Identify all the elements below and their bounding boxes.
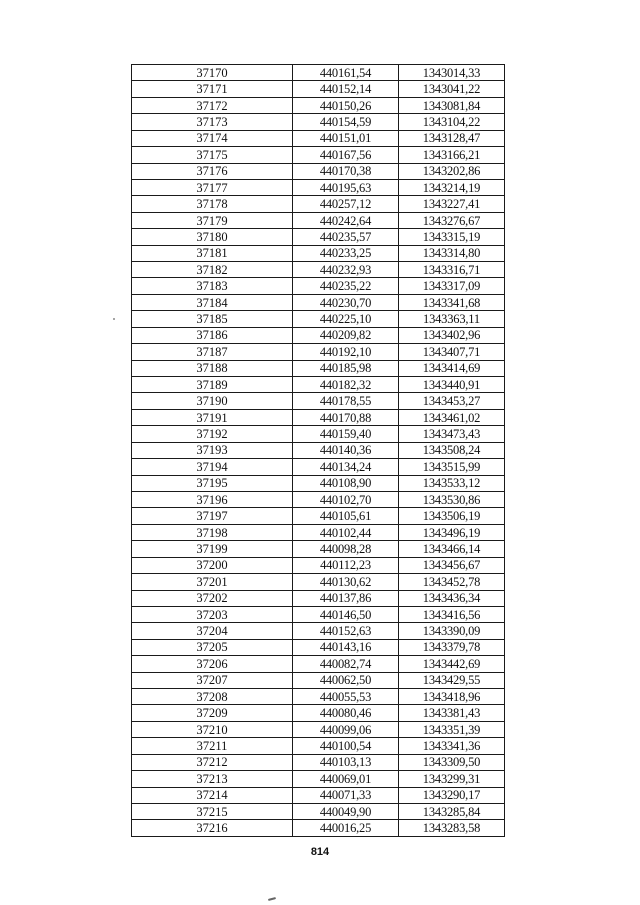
northing-cell: 1343508,24 bbox=[399, 442, 505, 458]
easting-cell: 440225,10 bbox=[293, 311, 399, 327]
northing-cell: 1343363,11 bbox=[399, 311, 505, 327]
northing-cell: 1343341,68 bbox=[399, 294, 505, 310]
easting-cell: 440062,50 bbox=[293, 672, 399, 688]
point-id-cell: 37215 bbox=[132, 803, 293, 819]
easting-cell: 440235,57 bbox=[293, 229, 399, 245]
easting-cell: 440143,16 bbox=[293, 639, 399, 655]
easting-cell: 440151,01 bbox=[293, 130, 399, 146]
table-row bbox=[132, 179, 505, 195]
table-row bbox=[132, 541, 505, 557]
easting-cell: 440182,32 bbox=[293, 377, 399, 393]
table-row bbox=[132, 672, 505, 688]
point-id-cell: 37206 bbox=[132, 656, 293, 672]
table-row bbox=[132, 623, 505, 639]
northing-cell: 1343436,34 bbox=[399, 590, 505, 606]
easting-cell: 440167,56 bbox=[293, 147, 399, 163]
easting-cell: 440195,63 bbox=[293, 179, 399, 195]
point-id-cell: 37177 bbox=[132, 179, 293, 195]
point-id-cell: 37176 bbox=[132, 163, 293, 179]
point-id-cell: 37210 bbox=[132, 721, 293, 737]
easting-cell: 440150,26 bbox=[293, 97, 399, 113]
table-row bbox=[132, 114, 505, 130]
point-id-cell: 37181 bbox=[132, 245, 293, 261]
table-row bbox=[132, 491, 505, 507]
northing-cell: 1343416,56 bbox=[399, 606, 505, 622]
table-row bbox=[132, 738, 505, 754]
table-row bbox=[132, 311, 505, 327]
easting-cell: 440102,70 bbox=[293, 491, 399, 507]
northing-cell: 1343351,39 bbox=[399, 721, 505, 737]
point-id-cell: 37201 bbox=[132, 574, 293, 590]
easting-cell: 440161,54 bbox=[293, 65, 399, 81]
point-id-cell: 37191 bbox=[132, 409, 293, 425]
easting-cell: 440100,54 bbox=[293, 738, 399, 754]
table-row bbox=[132, 508, 505, 524]
northing-cell: 1343453,27 bbox=[399, 393, 505, 409]
easting-cell: 440230,70 bbox=[293, 294, 399, 310]
northing-cell: 1343429,55 bbox=[399, 672, 505, 688]
northing-cell: 1343128,47 bbox=[399, 130, 505, 146]
northing-cell: 1343014,33 bbox=[399, 65, 505, 81]
table-row bbox=[132, 820, 505, 836]
point-id-cell: 37173 bbox=[132, 114, 293, 130]
easting-cell: 440105,61 bbox=[293, 508, 399, 524]
table-row bbox=[132, 163, 505, 179]
northing-cell: 1343407,71 bbox=[399, 344, 505, 360]
table-row bbox=[132, 327, 505, 343]
northing-cell: 1343166,21 bbox=[399, 147, 505, 163]
table-row bbox=[132, 426, 505, 442]
table-row bbox=[132, 442, 505, 458]
easting-cell: 440185,98 bbox=[293, 360, 399, 376]
table-row bbox=[132, 212, 505, 228]
table-row bbox=[132, 360, 505, 376]
table-row bbox=[132, 344, 505, 360]
easting-cell: 440154,59 bbox=[293, 114, 399, 130]
point-id-cell: 37183 bbox=[132, 278, 293, 294]
point-id-cell: 37216 bbox=[132, 820, 293, 836]
northing-cell: 1343290,17 bbox=[399, 787, 505, 803]
margin-speck bbox=[113, 318, 115, 320]
point-id-cell: 37172 bbox=[132, 97, 293, 113]
point-id-cell: 37202 bbox=[132, 590, 293, 606]
easting-cell: 440071,33 bbox=[293, 787, 399, 803]
point-id-cell: 37186 bbox=[132, 327, 293, 343]
northing-cell: 1343466,14 bbox=[399, 541, 505, 557]
table-row bbox=[132, 557, 505, 573]
table-row bbox=[132, 705, 505, 721]
table-row bbox=[132, 262, 505, 278]
easting-cell: 440152,14 bbox=[293, 81, 399, 97]
table-row bbox=[132, 656, 505, 672]
table-row bbox=[132, 229, 505, 245]
point-id-cell: 37170 bbox=[132, 65, 293, 81]
table-row bbox=[132, 606, 505, 622]
point-id-cell: 37200 bbox=[132, 557, 293, 573]
easting-cell: 440130,62 bbox=[293, 574, 399, 590]
easting-cell: 440108,90 bbox=[293, 475, 399, 491]
northing-cell: 1343104,22 bbox=[399, 114, 505, 130]
easting-cell: 440170,38 bbox=[293, 163, 399, 179]
table-row bbox=[132, 590, 505, 606]
table-row bbox=[132, 803, 505, 819]
easting-cell: 440134,24 bbox=[293, 459, 399, 475]
point-id-cell: 37213 bbox=[132, 771, 293, 787]
coordinates-table-body bbox=[132, 65, 505, 837]
northing-cell: 1343414,69 bbox=[399, 360, 505, 376]
table-row bbox=[132, 524, 505, 540]
northing-cell: 1343202,86 bbox=[399, 163, 505, 179]
easting-cell: 440178,55 bbox=[293, 393, 399, 409]
northing-cell: 1343299,31 bbox=[399, 771, 505, 787]
point-id-cell: 37171 bbox=[132, 81, 293, 97]
point-id-cell: 37196 bbox=[132, 491, 293, 507]
easting-cell: 440232,93 bbox=[293, 262, 399, 278]
table-row bbox=[132, 245, 505, 261]
easting-cell: 440049,90 bbox=[293, 803, 399, 819]
point-id-cell: 37212 bbox=[132, 754, 293, 770]
point-id-cell: 37203 bbox=[132, 606, 293, 622]
northing-cell: 1343533,12 bbox=[399, 475, 505, 491]
table-row bbox=[132, 754, 505, 770]
point-id-cell: 37194 bbox=[132, 459, 293, 475]
northing-cell: 1343506,19 bbox=[399, 508, 505, 524]
easting-cell: 440152,63 bbox=[293, 623, 399, 639]
northing-cell: 1343227,41 bbox=[399, 196, 505, 212]
table-row bbox=[132, 787, 505, 803]
table-row bbox=[132, 393, 505, 409]
northing-cell: 1343452,78 bbox=[399, 574, 505, 590]
northing-cell: 1343390,09 bbox=[399, 623, 505, 639]
easting-cell: 440242,64 bbox=[293, 212, 399, 228]
easting-cell: 440016,25 bbox=[293, 820, 399, 836]
northing-cell: 1343473,43 bbox=[399, 426, 505, 442]
easting-cell: 440099,06 bbox=[293, 721, 399, 737]
table-row bbox=[132, 721, 505, 737]
table-row bbox=[132, 81, 505, 97]
point-id-cell: 37188 bbox=[132, 360, 293, 376]
point-id-cell: 37205 bbox=[132, 639, 293, 655]
point-id-cell: 37187 bbox=[132, 344, 293, 360]
easting-cell: 440159,40 bbox=[293, 426, 399, 442]
northing-cell: 1343515,99 bbox=[399, 459, 505, 475]
northing-cell: 1343314,80 bbox=[399, 245, 505, 261]
northing-cell: 1343309,50 bbox=[399, 754, 505, 770]
easting-cell: 440080,46 bbox=[293, 705, 399, 721]
page-number: 814 bbox=[310, 846, 330, 858]
point-id-cell: 37198 bbox=[132, 524, 293, 540]
table-row bbox=[132, 639, 505, 655]
point-id-cell: 37192 bbox=[132, 426, 293, 442]
easting-cell: 440102,44 bbox=[293, 524, 399, 540]
point-id-cell: 37214 bbox=[132, 787, 293, 803]
point-id-cell: 37179 bbox=[132, 212, 293, 228]
easting-cell: 440137,86 bbox=[293, 590, 399, 606]
easting-cell: 440069,01 bbox=[293, 771, 399, 787]
northing-cell: 1343461,02 bbox=[399, 409, 505, 425]
northing-cell: 1343081,84 bbox=[399, 97, 505, 113]
point-id-cell: 37209 bbox=[132, 705, 293, 721]
point-id-cell: 37207 bbox=[132, 672, 293, 688]
table-row bbox=[132, 377, 505, 393]
point-id-cell: 37199 bbox=[132, 541, 293, 557]
easting-cell: 440103,13 bbox=[293, 754, 399, 770]
easting-cell: 440257,12 bbox=[293, 196, 399, 212]
table-row bbox=[132, 689, 505, 705]
point-id-cell: 37197 bbox=[132, 508, 293, 524]
northing-cell: 1343402,96 bbox=[399, 327, 505, 343]
point-id-cell: 37211 bbox=[132, 738, 293, 754]
easting-cell: 440082,74 bbox=[293, 656, 399, 672]
easting-cell: 440235,22 bbox=[293, 278, 399, 294]
northing-cell: 1343341,36 bbox=[399, 738, 505, 754]
table-row bbox=[132, 771, 505, 787]
table-row bbox=[132, 409, 505, 425]
point-id-cell: 37208 bbox=[132, 689, 293, 705]
coordinates-table bbox=[131, 64, 505, 837]
point-id-cell: 37175 bbox=[132, 147, 293, 163]
point-id-cell: 37190 bbox=[132, 393, 293, 409]
point-id-cell: 37174 bbox=[132, 130, 293, 146]
northing-cell: 1343276,67 bbox=[399, 212, 505, 228]
northing-cell: 1343316,71 bbox=[399, 262, 505, 278]
northing-cell: 1343530,86 bbox=[399, 491, 505, 507]
point-id-cell: 37195 bbox=[132, 475, 293, 491]
easting-cell: 440192,10 bbox=[293, 344, 399, 360]
northing-cell: 1343317,09 bbox=[399, 278, 505, 294]
northing-cell: 1343214,19 bbox=[399, 179, 505, 195]
point-id-cell: 37185 bbox=[132, 311, 293, 327]
easting-cell: 440140,36 bbox=[293, 442, 399, 458]
table-row bbox=[132, 97, 505, 113]
easting-cell: 440098,28 bbox=[293, 541, 399, 557]
easting-cell: 440233,25 bbox=[293, 245, 399, 261]
easting-cell: 440112,23 bbox=[293, 557, 399, 573]
stray-pen-mark bbox=[268, 897, 276, 901]
table-row bbox=[132, 196, 505, 212]
point-id-cell: 37193 bbox=[132, 442, 293, 458]
northing-cell: 1343283,58 bbox=[399, 820, 505, 836]
point-id-cell: 37204 bbox=[132, 623, 293, 639]
northing-cell: 1343496,19 bbox=[399, 524, 505, 540]
northing-cell: 1343041,22 bbox=[399, 81, 505, 97]
northing-cell: 1343285,84 bbox=[399, 803, 505, 819]
easting-cell: 440209,82 bbox=[293, 327, 399, 343]
table-row bbox=[132, 147, 505, 163]
point-id-cell: 37189 bbox=[132, 377, 293, 393]
table-row bbox=[132, 294, 505, 310]
point-id-cell: 37180 bbox=[132, 229, 293, 245]
northing-cell: 1343418,96 bbox=[399, 689, 505, 705]
easting-cell: 440146,50 bbox=[293, 606, 399, 622]
point-id-cell: 37182 bbox=[132, 262, 293, 278]
table-row bbox=[132, 574, 505, 590]
point-id-cell: 37178 bbox=[132, 196, 293, 212]
northing-cell: 1343379,78 bbox=[399, 639, 505, 655]
table-row bbox=[132, 65, 505, 81]
northing-cell: 1343440,91 bbox=[399, 377, 505, 393]
table-row bbox=[132, 475, 505, 491]
table-row bbox=[132, 278, 505, 294]
northing-cell: 1343456,67 bbox=[399, 557, 505, 573]
northing-cell: 1343315,19 bbox=[399, 229, 505, 245]
table-row bbox=[132, 459, 505, 475]
northing-cell: 1343442,69 bbox=[399, 656, 505, 672]
point-id-cell: 37184 bbox=[132, 294, 293, 310]
table-row bbox=[132, 130, 505, 146]
easting-cell: 440170,88 bbox=[293, 409, 399, 425]
easting-cell: 440055,53 bbox=[293, 689, 399, 705]
northing-cell: 1343381,43 bbox=[399, 705, 505, 721]
